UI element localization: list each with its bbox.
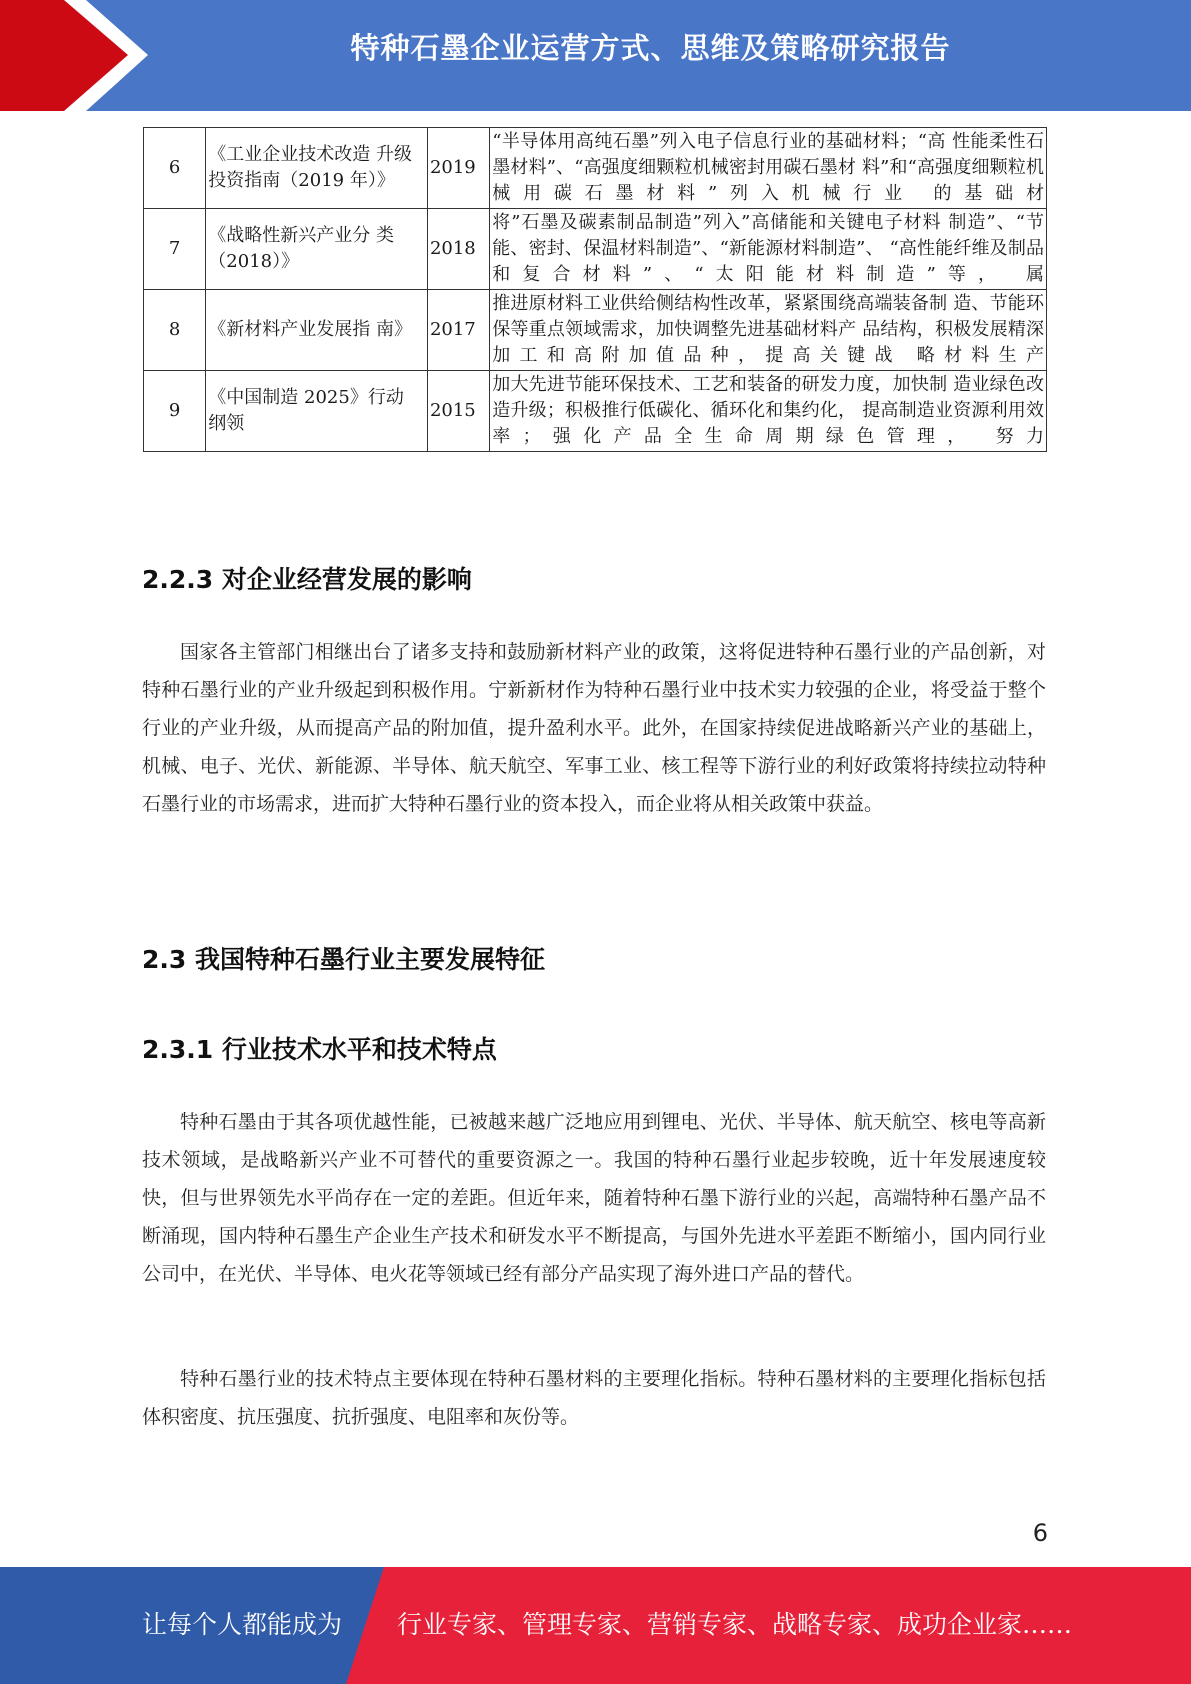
row-number: 6 [144, 128, 206, 209]
header-arrow-decoration [0, 0, 160, 111]
policy-description-cell [490, 290, 1047, 371]
policy-description-cell [490, 209, 1047, 290]
row-number: 9 [144, 371, 206, 452]
policy-description: 将”石墨及碳素制品制造”列入”高储能和关键电子材料 制造”、“节能、密封、保温材料制造”、“新能源材料制造”、 “高性能纤维及制品和复合材料”、“太阳能材料制造”等， 属 [492, 212, 1044, 285]
row-number: 8 [144, 290, 206, 371]
page-number: 6 [1032, 1519, 1048, 1547]
section-paragraph: 国家各主管部门相继出台了诸多支持和鼓励新材料产业的政策，这将促进特种石墨行业的产品创新，对特种石墨行业的产业升级起到积极作用。宁新新材作为特种石墨行业中技术实力较强的企业，将受益于整个行业的产业升级，从而提高产品的附加值，提升盈利水平。此外，在国家持续促进战略新兴产业的基础上，机械、电子、光伏、新能源、半导体、航天航空、军事工业、核工程等下游行业的利好政策将持续拉动特种石墨行业的市场需求，进而扩大特种石墨行业的资本投入，而企业将从相关政策中获益。 [142, 641, 1046, 815]
footer-slogan-right: 行业专家、管理专家、营销专家、战略专家、成功企业家…… [397, 1610, 1073, 1639]
policy-name: 《新材料产业发展指 南》 [206, 290, 428, 371]
section-heading-2-3: 2.3 我国特种石墨行业主要发展特征 [142, 945, 545, 974]
policy-table [143, 127, 1047, 452]
policy-name: 《工业企业技术改造 升级投资指南（2019 年）》 [206, 128, 428, 209]
section-heading-2-3-1: 2.3.1 行业技术水平和技术特点 [142, 1035, 497, 1064]
table-row [144, 209, 1047, 290]
policy-year: 2015 [427, 371, 489, 452]
report-title: 特种石墨企业运营方式、思维及策略研究报告 [350, 31, 951, 65]
policy-description-cell [490, 371, 1047, 452]
page-footer [0, 1567, 1191, 1684]
table-row [144, 128, 1047, 209]
footer-slogan-left: 让每个人都能成为 [142, 1610, 343, 1639]
section-paragraph: 特种石墨由于其各项优越性能，已被越来越广泛地应用到锂电、光伏、半导体、航天航空、核电等高新技术领域，是战略新兴产业不可替代的重要资源之一。我国的特种石墨行业起步较晚，近十年发展速度较快，但与世界领先水平尚存在一定的差距。但近年来，随着特种石墨下游行业的兴起，高端特种石墨产品不断涌现，国内特种石墨生产企业生产技术和研发水平不断提高，与国外先进水平差距不断缩小，国内同行业公司中，在光伏、半导体、电火花等领域已经有部分产品实现了海外进口产品的替代。 [142, 1111, 1046, 1285]
table-row [144, 290, 1047, 371]
policy-name: 《战略性新兴产业分 类（2018）》 [206, 209, 428, 290]
policy-year: 2018 [427, 209, 489, 290]
section-heading-2-2-3: 2.2.3 对企业经营发展的影响 [142, 565, 472, 594]
policy-year: 2019 [427, 128, 489, 209]
policy-name: 《中国制造 2025》行动 纲领 [206, 371, 428, 452]
policy-description: 推进原材料工业供给侧结构性改革，紧紧围绕高端装备制 造、节能环保等重点领域需求，加快调整先进基础材料产 品结构，积极发展精深加工和高附加值品种，提高关键战 略材料生产 [492, 293, 1044, 366]
policy-description: “半导体用高纯石墨”列入电子信息行业的基础材料；“高 性能柔性石墨材料”、“高强度细颗粒机械密封用碳石墨材 料”和“高强度细颗粒机械用碳石墨材料”列入机械行业 的基础材 [492, 131, 1044, 204]
policy-description-cell [490, 128, 1047, 209]
page-header [0, 0, 1191, 111]
policy-description: 加大先进节能环保技术、工艺和装备的研发力度，加快制 造业绿色改造升级；积极推行低碳化、循环化和集约化， 提高制造业资源利用效率；强化产品全生命周期绿色管理， 努力 [492, 374, 1044, 447]
table-row [144, 371, 1047, 452]
row-number: 7 [144, 209, 206, 290]
policy-year: 2017 [427, 290, 489, 371]
section-paragraph: 特种石墨行业的技术特点主要体现在特种石墨材料的主要理化指标。特种石墨材料的主要理化指标包括体积密度、抗压强度、抗折强度、电阻率和灰份等。 [142, 1368, 1046, 1428]
